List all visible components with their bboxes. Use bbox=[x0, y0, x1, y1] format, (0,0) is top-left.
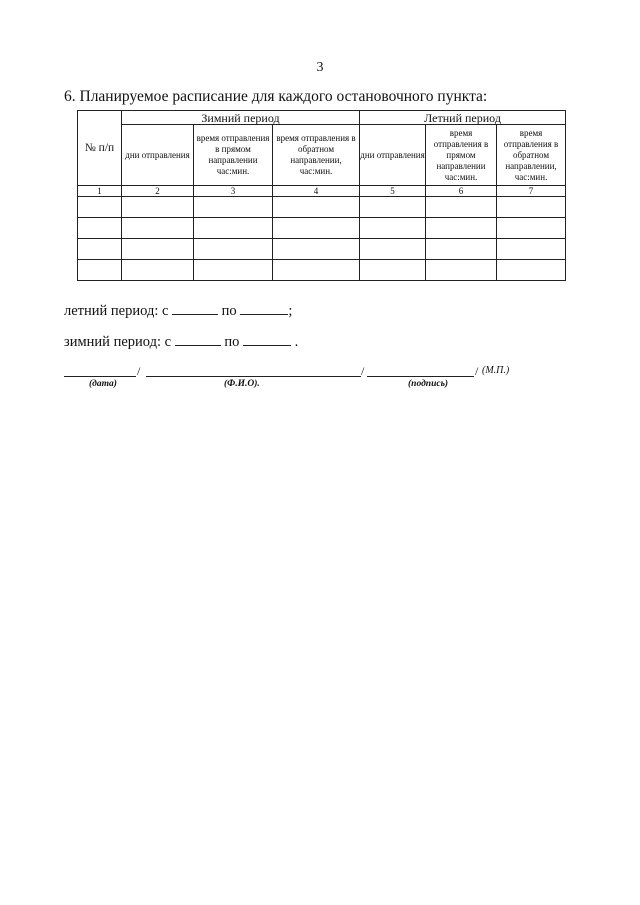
winter-period-label: зимний период: с bbox=[64, 334, 172, 350]
page-number: 3 bbox=[316, 60, 324, 75]
table-cell[interactable] bbox=[273, 239, 360, 260]
summer-forward-header: время отправления в прямом направлении час:мин. bbox=[426, 125, 497, 186]
sign-caption: (подпись) bbox=[408, 379, 449, 389]
col-number-6: 6 bbox=[426, 186, 497, 197]
winter-period-line bbox=[64, 333, 298, 351]
table-cell[interactable] bbox=[360, 239, 426, 260]
section-title: 6. Планируемое расписание для каждого остановочного пункта: bbox=[64, 88, 488, 105]
table-cell[interactable] bbox=[497, 218, 566, 239]
col-number-1: 1 bbox=[78, 186, 122, 197]
table-row bbox=[78, 218, 566, 239]
winter-return-header: время отправления в обратном направлении, час:мин. bbox=[273, 125, 360, 186]
winter-from-field[interactable] bbox=[175, 333, 221, 346]
summer-po-label: по bbox=[221, 303, 237, 319]
col-number-5: 5 bbox=[360, 186, 426, 197]
col-number-3: 3 bbox=[194, 186, 273, 197]
winter-period-header bbox=[122, 111, 360, 125]
table-cell[interactable] bbox=[497, 260, 566, 281]
fio-field[interactable] bbox=[146, 376, 361, 377]
table-cell[interactable] bbox=[360, 218, 426, 239]
table-cell[interactable] bbox=[426, 260, 497, 281]
table-cell[interactable] bbox=[426, 197, 497, 218]
schedule-table bbox=[77, 110, 566, 281]
table-cell[interactable] bbox=[194, 218, 273, 239]
table-cell[interactable] bbox=[78, 239, 122, 260]
summer-end-mark: ; bbox=[288, 303, 293, 319]
table-cell[interactable] bbox=[194, 239, 273, 260]
table-cell[interactable] bbox=[122, 239, 194, 260]
winter-to-field[interactable] bbox=[243, 333, 291, 346]
table-row bbox=[78, 197, 566, 218]
table-cell[interactable] bbox=[273, 260, 360, 281]
table-cell[interactable] bbox=[78, 218, 122, 239]
col-number-2: 2 bbox=[122, 186, 194, 197]
summer-to-field[interactable] bbox=[240, 302, 288, 315]
stamp-place-label: (М.П.) bbox=[482, 365, 510, 376]
winter-forward-header: время отправления в прямом направлении час:мин. bbox=[194, 125, 273, 186]
table-cell[interactable] bbox=[360, 197, 426, 218]
table-row bbox=[78, 239, 566, 260]
table-cell[interactable] bbox=[273, 218, 360, 239]
summer-period-line bbox=[64, 302, 292, 320]
col-number-4: 4 bbox=[273, 186, 360, 197]
table-cell[interactable] bbox=[194, 197, 273, 218]
winter-end-mark: . bbox=[294, 334, 299, 350]
winter-po-label: по bbox=[224, 334, 240, 350]
summer-period-header bbox=[360, 111, 566, 125]
slash-2: / bbox=[361, 364, 365, 378]
num-header-cell bbox=[78, 111, 122, 186]
table-cell[interactable] bbox=[122, 260, 194, 281]
winter-days-header: дни отправления bbox=[122, 125, 194, 186]
table-cell[interactable] bbox=[426, 239, 497, 260]
summer-return-header: время отправления в обратном направлении, час:мин. bbox=[497, 125, 566, 186]
date-field[interactable] bbox=[64, 376, 136, 377]
slash-1: / bbox=[137, 364, 141, 378]
table-cell[interactable] bbox=[78, 260, 122, 281]
summer-period-title: Летний период bbox=[424, 110, 501, 125]
slash-3: / bbox=[475, 364, 479, 378]
summer-from-field[interactable] bbox=[172, 302, 218, 315]
table-cell[interactable] bbox=[194, 260, 273, 281]
summer-days-header: дни отправления bbox=[360, 125, 426, 186]
fio-caption: (Ф.И.О). bbox=[224, 379, 260, 389]
table-cell[interactable] bbox=[497, 197, 566, 218]
table-cell[interactable] bbox=[360, 260, 426, 281]
table-cell[interactable] bbox=[273, 197, 360, 218]
col-number-7: 7 bbox=[497, 186, 566, 197]
table-cell[interactable] bbox=[426, 218, 497, 239]
date-caption: (дата) bbox=[89, 379, 117, 389]
table-cell[interactable] bbox=[122, 197, 194, 218]
table-cell[interactable] bbox=[122, 218, 194, 239]
sign-field[interactable] bbox=[367, 376, 474, 377]
num-header: № п/п bbox=[84, 141, 115, 154]
table-cell[interactable] bbox=[497, 239, 566, 260]
winter-period-title: Зимний период bbox=[201, 110, 280, 125]
table-row bbox=[78, 260, 566, 281]
summer-period-label: летний период: с bbox=[64, 303, 169, 319]
table-cell[interactable] bbox=[78, 197, 122, 218]
